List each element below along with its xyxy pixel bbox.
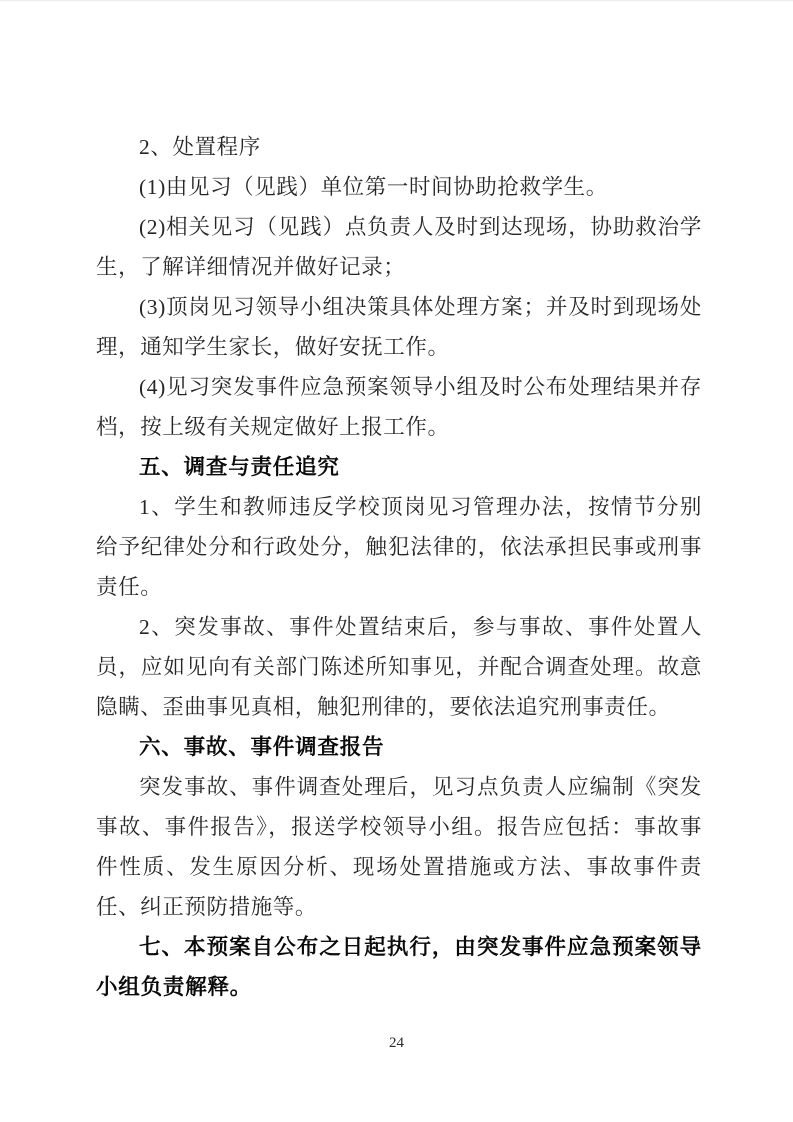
- paragraph: (1)由见习（见践）单位第一时间协助抢救学生。: [139, 175, 608, 199]
- page-number: 24: [389, 1035, 404, 1051]
- paragraph: (3)顶岗见习领导小组决策具体处理方案；并及时到现场处理，通知学生家长，做好安抚工作。: [96, 295, 702, 359]
- section-heading: 七、本预案自公布之日起执行，由突发事件应急预案领导小组负责解释。: [96, 935, 702, 999]
- document-body: [96, 127, 702, 1007]
- paragraph: (2)相关见习（见践）点负责人及时到达现场，协助救治学生，了解详细情况并做好记录；: [96, 215, 702, 279]
- section-heading: 六、事故、事件调查报告: [139, 735, 385, 759]
- paragraph: 突发事故、事件调查处理后，见习点负责人应编制《突发事故、事件报告》，报送学校领导小组。报告应包括：事故事件性质、发生原因分析、现场处置措施或方法、事故事件责任、纠正预防措施等。: [96, 775, 702, 919]
- paragraph: (4)见习突发事件应急预案领导小组及时公布处理结果并存档，按上级有关规定做好上报工作。: [96, 375, 702, 439]
- paragraph: 2、处置程序: [139, 135, 261, 159]
- section-heading: 五、调查与责任追究: [139, 455, 340, 479]
- paragraph: 1、学生和教师违反学校顶岗见习管理办法，按情节分别给予纪律处分和行政处分，触犯法律的，依法承担民事或刑事责任。: [96, 495, 702, 599]
- paragraph: 2、突发事故、事件处置结束后，参与事故、事件处置人员，应如见向有关部门陈述所知事见，并配合调查处理。故意隐瞒、歪曲事见真相，触犯刑律的，要依法追究刑事责任。: [96, 615, 702, 719]
